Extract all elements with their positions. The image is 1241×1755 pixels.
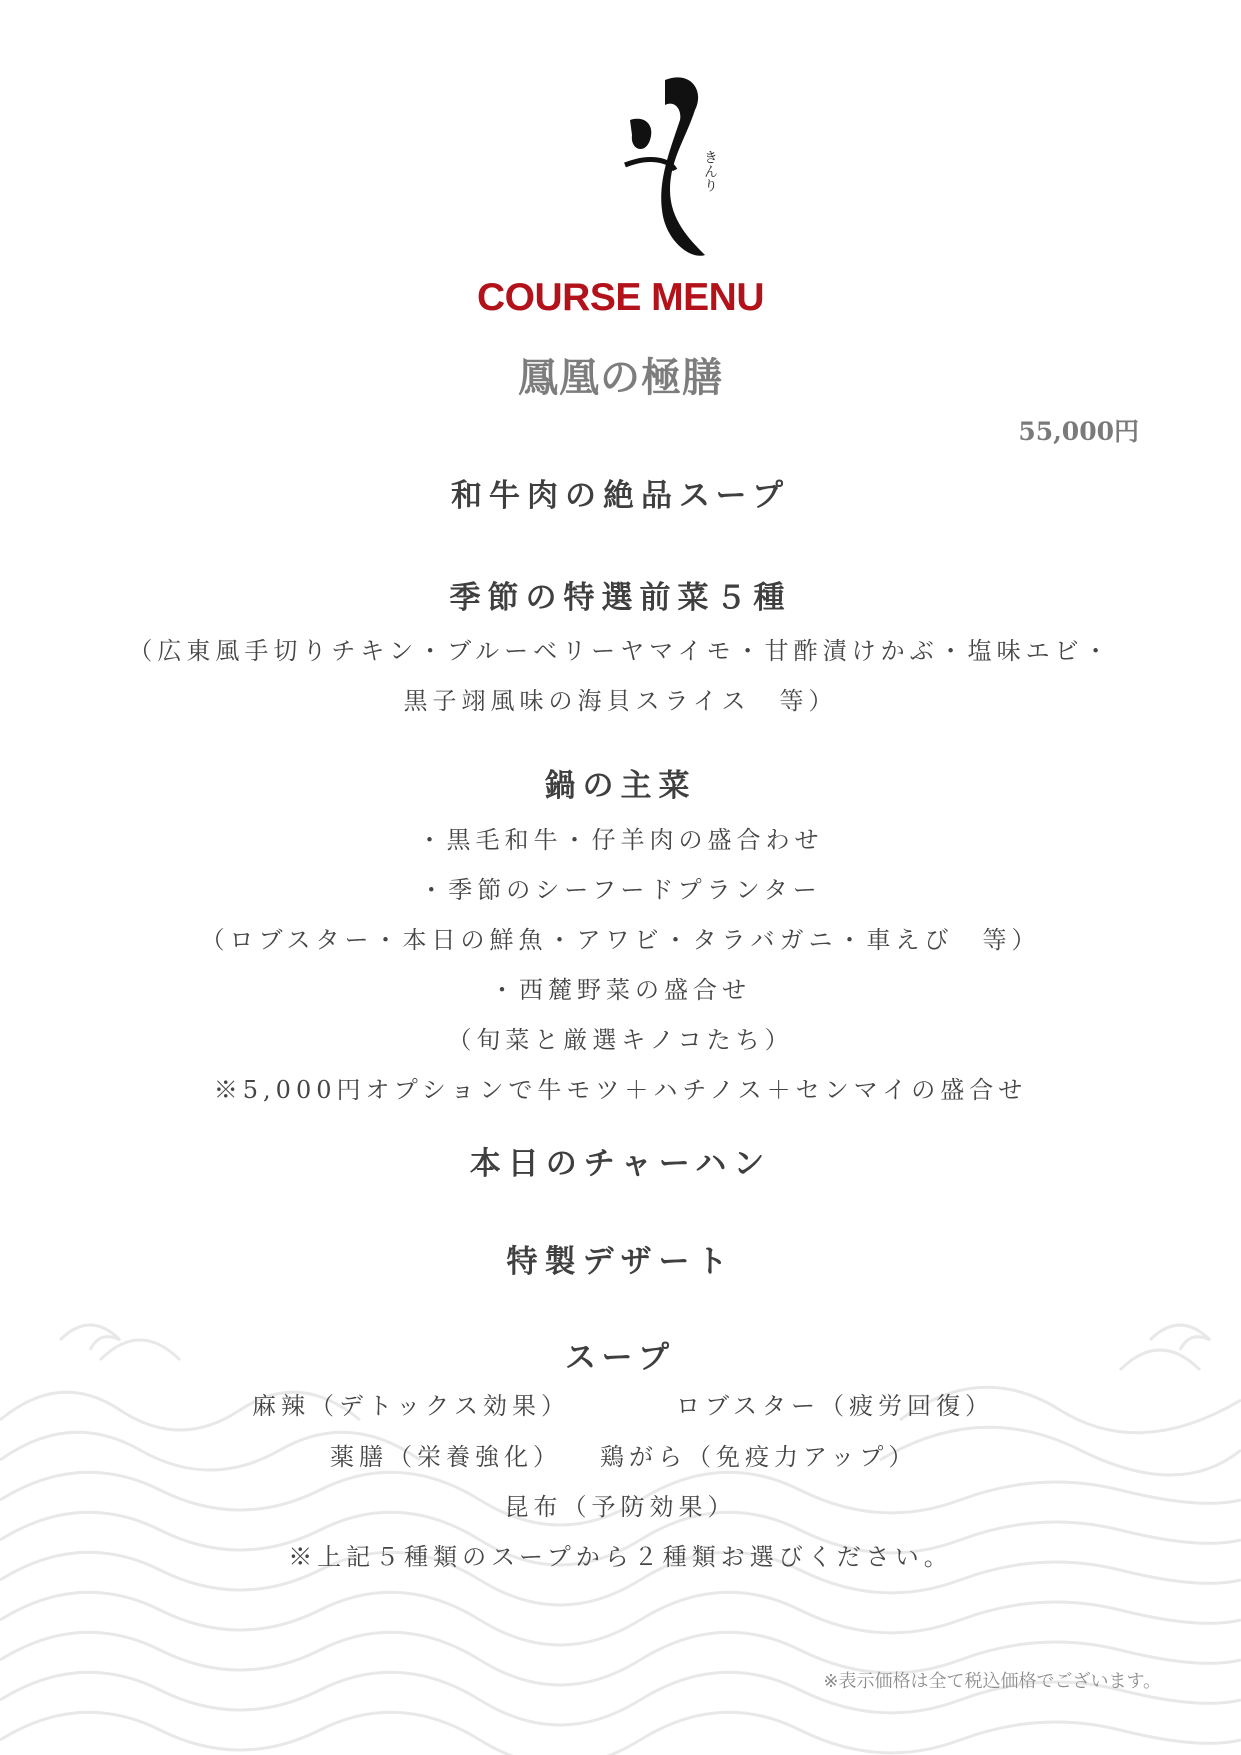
soup-option-lobster: ロブスター（疲労回復） (676, 1392, 995, 1420)
course-name: 鳳凰の極膳 (518, 354, 723, 401)
course-title: COURSE MENU (476, 276, 765, 319)
course-price: 55,000円 (1018, 417, 1139, 446)
soup-option-yakuzen: 薬膳（栄養強化） (330, 1443, 562, 1471)
soup-option-kombu: 昆布（予防効果） (504, 1493, 737, 1521)
soup-option-mala: 麻辣（デトックス効果） (252, 1392, 571, 1420)
hotpot-item-1: ・黒毛和牛・仔羊肉の盛合わせ (417, 826, 824, 854)
dish-soup: 和牛肉の絶品スープ (451, 478, 790, 514)
hotpot-item-2: ・季節のシーフードプランター (419, 876, 822, 904)
soup-option-chicken: 鶏がら（免疫力アップ） (600, 1443, 918, 1471)
kinri-logo-brush (610, 70, 740, 270)
dish-appetizer-detail-2: 黒子翊風味の海貝スライス 等） (403, 687, 838, 715)
dish-hotpot-title: 鍋の主菜 (544, 768, 697, 804)
soup-choice-instruction: ※上記５種類のスープから２種類お選びください。 (288, 1543, 953, 1571)
dish-fried-rice: 本日のチャーハン (469, 1146, 772, 1182)
logo-kana-text: きんり (702, 150, 718, 192)
tax-note: ※表示価格は全て税込価格でございます。 (823, 1671, 1161, 1692)
soup-choice-title: スープ (565, 1340, 676, 1376)
hotpot-item-3: ・西麓野菜の盛合せ (490, 976, 751, 1004)
dish-appetizer-detail-1: （広東風手切りチキン・ブルーベリーヤマイモ・甘酢漬けかぶ・塩味エビ・ (128, 637, 1113, 665)
hotpot-item-2-detail: （ロブスター・本日の鮮魚・アワビ・タラバガニ・車えび 等） (200, 926, 1041, 954)
dish-dessert: 特製デザート (506, 1244, 735, 1280)
hotpot-item-3-detail: （旬菜と厳選キノコたち） (447, 1026, 794, 1054)
hotpot-option-note: ※5,000円オプションで牛モツ＋ハチノス＋センマイの盛合せ (213, 1076, 1028, 1104)
dish-appetizer-title: 季節の特選前菜５種 (449, 580, 792, 616)
